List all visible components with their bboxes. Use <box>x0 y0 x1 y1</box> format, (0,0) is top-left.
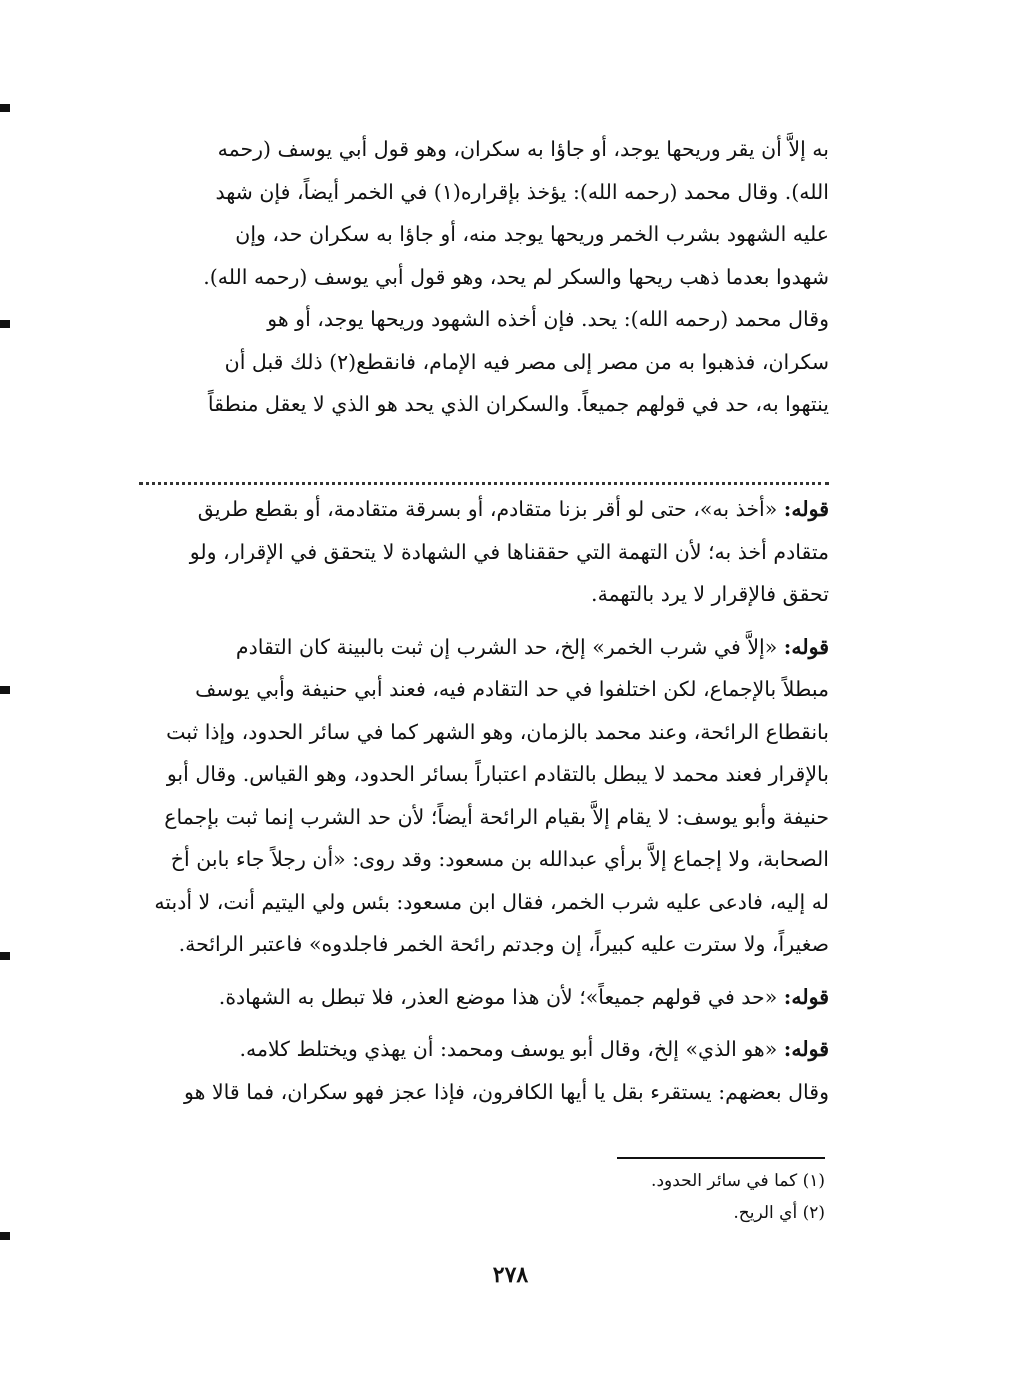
commentary-lead: قوله: <box>783 497 829 521</box>
main-text-line: عليه الشهود بشرب الخمر وريحها يوجد منه، أو جاؤا به سكران حد، وإن <box>235 222 829 246</box>
commentary-line <box>139 1028 829 1071</box>
main-text-line: وقال محمد (رحمه الله): يحد. فإن أخذه الشهود وريحها يوجد، أو هو <box>267 307 829 331</box>
main-text-line: ينتهوا به، حد في قولهم جميعاً. والسكران الذي يحد هو الذي لا يعقل منطقاً <box>207 392 829 416</box>
commentary-line: تحقق فالإقرار لا يرد بالتهمة. <box>591 582 829 606</box>
commentary-line: صغيراً، ولا سترت عليه كبيراً، إن وجدتم رائحة الخمر فاجلدوه» فاعتبر الرائحة. <box>178 932 829 956</box>
commentary-text: «حد في قولهم جميعاً»؛ لأن هذا موضع العذر، فلا تبطل به الشهادة. <box>218 984 778 1009</box>
footnotes <box>425 1165 825 1229</box>
commentary-line <box>139 976 829 1019</box>
commentary-paragraph <box>139 488 829 616</box>
commentary-text: «أخذ به»، حتى لو أقر بزنا متقادم، أو بسرقة متقادمة، أو بقطع طريق <box>197 497 778 521</box>
commentary-line: بانقطاع الرائحة، وعند محمد بالزمان، وهو الشهر كما في سائر الحدود، وإذا ثبت <box>166 719 829 744</box>
page-number: ٢٧٨ <box>492 1262 529 1288</box>
commentary-paragraph <box>139 626 829 966</box>
commentary-line: بالإقرار فعند محمد لا يبطل بالتقادم اعتباراً بسائر الحدود، وهو القياس. وقال أبو <box>166 762 829 786</box>
scan-edge-mark <box>0 1232 10 1240</box>
commentary-line: له إليه، فادعى عليه شرب الخمر، فقال ابن مسعود: بئس ولي اليتيم أنت، لا أدبته <box>154 889 829 914</box>
commentary-lead: قوله: <box>783 1037 829 1061</box>
commentary-text: «إلاَّ في شرب الخمر» إلخ، حد الشرب إن ثبت بالبينة كان التقادم <box>235 634 778 659</box>
footnote-rule <box>617 1157 825 1159</box>
scan-edge-mark <box>0 320 10 328</box>
footnote-2: (٢) أي الريح. <box>733 1203 825 1223</box>
commentary <box>139 488 829 1123</box>
commentary-line: متقادم أخذ به؛ لأن التهمة التي حققناها في الشهادة لا يتحقق في الإقرار، ولو <box>189 539 829 564</box>
scan-edge-mark <box>0 686 10 694</box>
commentary-line: وقال بعضهم: يستقرء بقل يا أيها الكافرون، فإذا عجز فهو سكران، فما قالا هو <box>184 1079 829 1104</box>
dotted-separator <box>139 462 829 485</box>
commentary-text: «هو الذي» إلخ، وقال أبو يوسف ومحمد: أن يهذي ويختلط كلامه. <box>239 1037 778 1061</box>
commentary-lead: قوله: <box>783 984 829 1009</box>
scan-edge-mark <box>0 104 10 112</box>
commentary-line <box>139 488 829 531</box>
commentary-line <box>139 626 829 669</box>
commentary-paragraph <box>139 976 829 1019</box>
commentary-line: حنيفة وأبو يوسف: لا يقام إلاَّ بقيام الرائحة أيضاً؛ لأن حد الشرب إنما ثبت بإجماع <box>164 804 829 829</box>
main-text-line: به إلاَّ أن يقر وريحها يوجد، أو جاؤا به سكران، وهو قول أبي يوسف (رحمه <box>217 137 829 161</box>
main-text-line: سكران، فذهبوا به من مصر إلى مصر فيه الإمام، فانقطع(٢) ذلك قبل أن <box>224 349 829 374</box>
main-text-line: شهدوا بعدما ذهب ريحها والسكر لم يحد، وهو قول أبي يوسف (رحمه الله). <box>203 264 829 289</box>
commentary-line: الصحابة، ولا إجماع إلاَّ برأي عبدالله بن مسعود: وقد روى: «أن رجلاً جاء بابن أخ <box>170 847 829 871</box>
footnote-1: (١) كما في سائر الحدود. <box>651 1171 825 1191</box>
main-text <box>139 128 829 426</box>
commentary-line: مبطلاً بالإجماع، لكن اختلفوا في حد التقادم فيه، فعند أبي حنيفة وأبي يوسف <box>195 677 829 701</box>
main-text-line: الله). وقال محمد (رحمه الله): يؤخذ بإقراره(١) في الخمر أيضاً، فإن شهد <box>215 179 829 204</box>
scan-edge-mark <box>0 952 10 960</box>
commentary-paragraph <box>139 1028 829 1113</box>
commentary-lead: قوله: <box>783 634 829 659</box>
